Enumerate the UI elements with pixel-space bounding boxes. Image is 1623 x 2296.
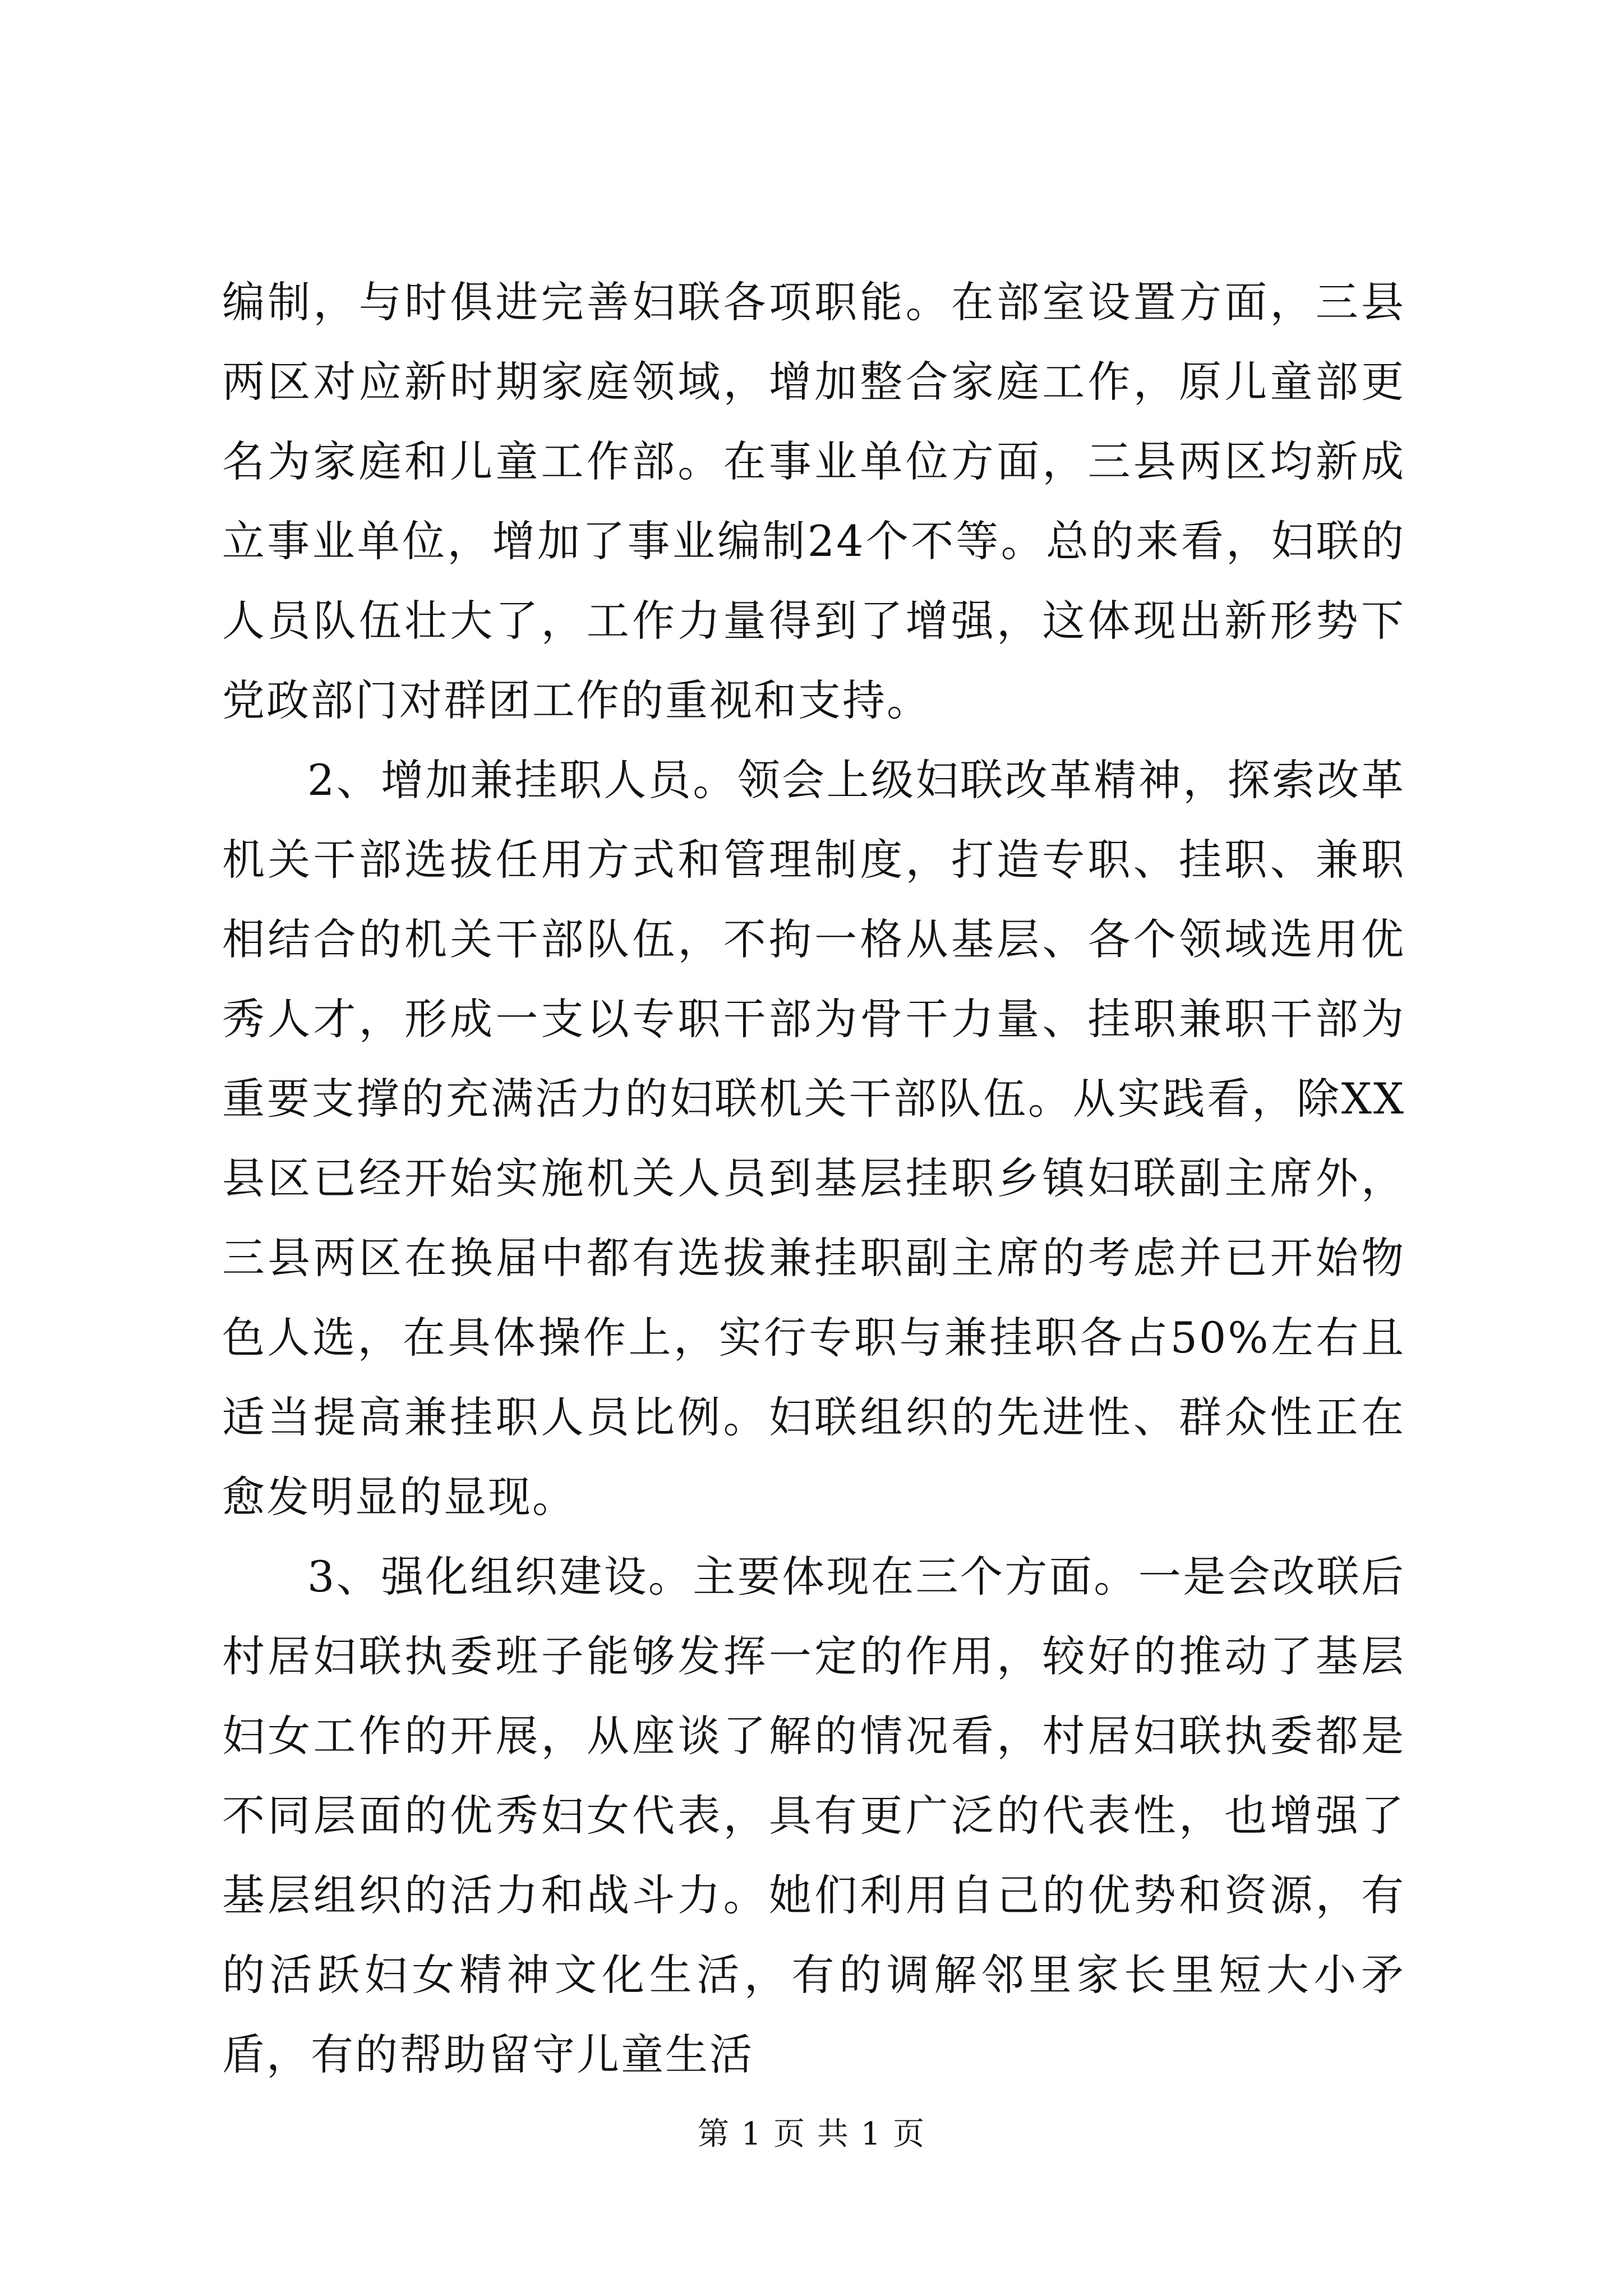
paragraph-continuation: 编制，与时俱进完善妇联各项职能。在部室设置方面，三县两区对应新时期家庭领域，增加整合家庭工作，原儿童部更名为家庭和儿童工作部。在事业单位方面，三县两区均新成立事业单位，增加了事业编制24个不等。总的来看，妇联的人员队伍壮大了，工作力量得到了增强，这体现出新形势下党政部门对群团工作的重视和支持。 [222, 277, 1405, 725]
document-body [222, 263, 1405, 2095]
paragraph-item-3: 3、强化组织建设。主要体现在三个方面。一是会改联后村居妇联执委班子能够发挥一定的作用，较好的推动了基层妇女工作的开展，从座谈了解的情况看，村居妇联执委都是不同层面的优秀妇女代表，具有更广泛的代表性，也增强了基层组织的活力和战斗力。她们利用自己的优势和资源，有的活跃妇女精神文化生活，有的调解邻里家长里短大小矛盾，有的帮助留守儿童生活 [222, 1552, 1405, 2079]
page-footer: 第 1 页 共 1 页 [697, 2116, 926, 2152]
paragraph-item-2: 2、增加兼挂职人员。领会上级妇联改革精神，探索改革机关干部选拔任用方式和管理制度，打造专职、挂职、兼职相结合的机关干部队伍，不拘一格从基层、各个领域选用优秀人才，形成一支以专职干部为骨干力量、挂职兼职干部为重要支撑的充满活力的妇联机关干部队伍。从实践看，除XX县区已经开始实施机关人员到基层挂职乡镇妇联副主席外，三县两区在换届中都有选拔兼挂职副主席的考虑并已开始物色人选，在具体操作上，实行专职与兼挂职各占50%左右且适当提高兼挂职人员比例。妇联组织的先进性、群众性正在愈发明显的显现。 [222, 755, 1405, 1522]
